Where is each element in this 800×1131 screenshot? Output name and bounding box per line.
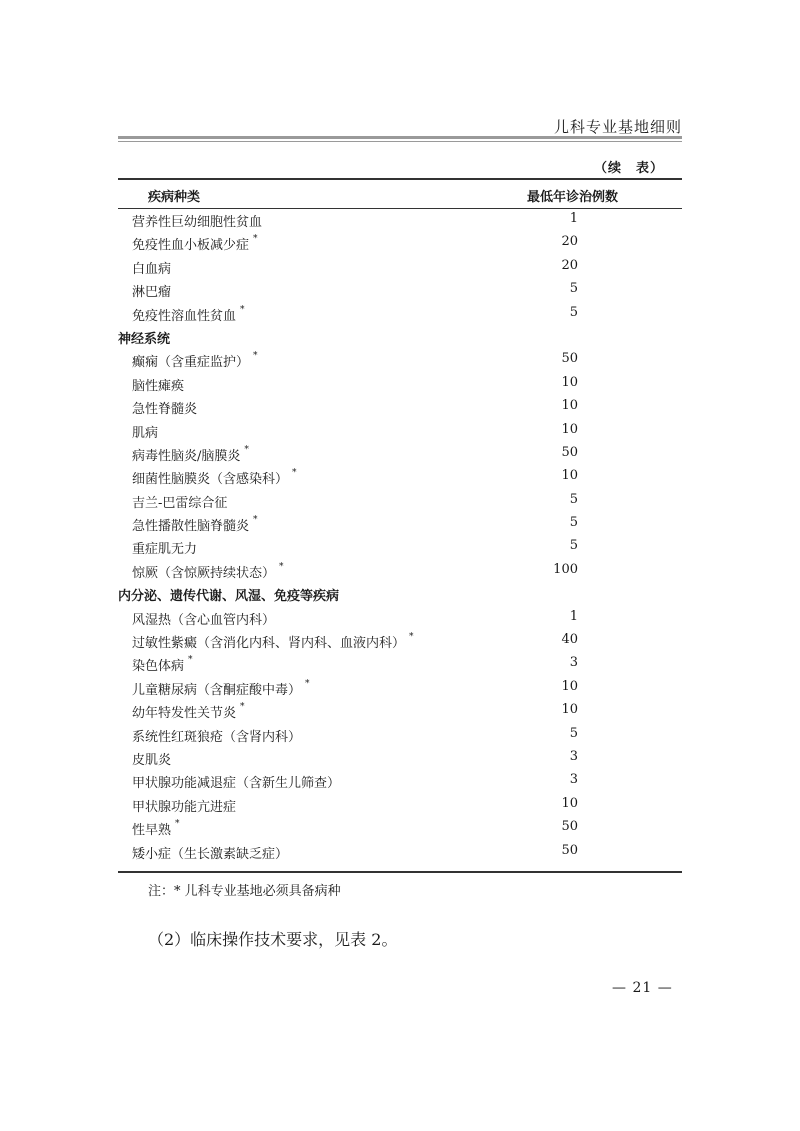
disease-name-text: 皮肌炎 [132,752,172,768]
disease-name-text: 急性脊髓炎 [132,402,198,418]
disease-name [132,819,180,838]
min-case-count: 1 [569,211,578,226]
min-case-count: 10 [561,374,578,390]
table-row [0,699,800,722]
column-header-min-cases: 最低年诊治例数 [527,190,619,205]
disease-name-text: 神经系统 [118,331,171,347]
disease-name-text: 性早熟 [132,823,172,839]
table-note: 注：* 儿科专业基地必须具备病种 [148,884,341,899]
disease-name [132,281,171,300]
required-marker: * [253,234,258,245]
min-case-count: 20 [561,234,578,250]
disease-name [132,679,310,698]
disease-name [132,749,171,768]
table-row [0,840,800,863]
disease-name [132,398,197,417]
disease-name-text: 幼年特发性关节炎 [132,706,237,722]
min-case-count: 10 [561,398,578,414]
disease-name-text: 内分泌、遗传代谢、风湿、免疫等疾病 [118,589,340,605]
required-marker: * [175,819,180,830]
disease-name [132,726,301,745]
disease-name-text: 系统性红斑狼疮（含肾内科） [132,729,302,745]
disease-name-text: 吉兰-巴雷综合征 [132,495,228,511]
min-case-count: 10 [561,702,578,718]
min-case-count: 3 [569,655,578,671]
table-row [0,676,800,699]
disease-name [132,796,236,815]
required-marker: * [188,655,193,666]
disease-name [132,211,262,230]
running-head: 儿科专业基地细则 [553,118,682,136]
required-marker: * [253,515,258,526]
disease-name [132,515,258,534]
min-case-count: 5 [569,538,578,554]
disease-name [132,258,171,277]
min-case-count: 3 [569,772,578,788]
disease-name-text: 免疫性溶血性贫血 [132,308,237,324]
min-case-count: 5 [569,304,578,320]
disease-name [132,305,245,324]
disease-name-text: 营养性巨幼细胞性贫血 [132,215,263,230]
disease-name [132,632,414,651]
min-case-count: 100 [553,561,578,577]
min-case-count: 10 [561,421,578,437]
table-top-rule [118,178,682,180]
disease-name-text: 细菌性脑膜炎（含感染科） [132,472,289,488]
required-marker: * [253,351,258,362]
min-case-count: 10 [561,795,578,811]
required-marker: * [305,678,310,689]
required-marker: * [279,561,284,572]
disease-name-text: 重症肌无力 [132,542,198,558]
table-row [0,255,800,278]
min-case-count: 5 [569,281,578,297]
table-row [0,606,800,629]
min-case-count: 50 [561,444,578,460]
table-body [0,208,800,863]
table-row [0,512,800,535]
table-row [0,489,800,512]
min-case-count: 5 [569,491,578,507]
min-case-count: 10 [561,678,578,694]
table-row [0,208,800,231]
disease-name-text: 急性播散性脑脊髓炎 [132,519,250,535]
table-row [0,652,800,675]
category-label [118,328,170,347]
table-row [0,559,800,582]
page-number: — 21 — [612,980,673,996]
disease-name-text: 脑性瘫痪 [132,378,185,394]
category-row [0,582,800,605]
min-case-count: 5 [569,725,578,741]
table-caption: （续 表） [593,161,664,176]
disease-name-text: 甲状腺功能减退症（含新生儿筛查） [132,776,341,792]
table-row [0,442,800,465]
disease-name [132,655,193,674]
disease-name [132,492,227,511]
category-label [118,585,339,604]
required-marker: * [292,468,297,479]
min-case-count: 50 [561,842,578,858]
disease-name-text: 惊厥（含惊厥持续状态） [132,565,276,581]
disease-name-text: 矮小症（生长激素缺乏症） [132,846,289,862]
disease-name [132,234,258,253]
table-bottom-rule [118,871,682,873]
disease-name [132,351,258,370]
table-row [0,769,800,792]
disease-name-text: 风湿热（含心血管内科） [132,612,276,628]
disease-name-text: 染色体病 [132,659,185,675]
table-row [0,395,800,418]
min-case-count: 5 [569,515,578,531]
table-row [0,465,800,488]
table-row [0,278,800,301]
column-header-disease: 疾病种类 [148,190,201,205]
table-row [0,419,800,442]
disease-name [132,422,158,441]
min-case-count: 50 [561,819,578,835]
table-row [0,302,800,325]
disease-name-text: 儿童糖尿病（含酮症酸中毒） [132,682,302,698]
disease-name [132,772,340,791]
disease-name [132,538,197,557]
table-row [0,746,800,769]
required-marker: * [244,444,249,455]
category-row [0,325,800,348]
header-rule-thick [118,136,682,139]
table-row [0,793,800,816]
disease-name [132,843,288,862]
required-marker: * [240,702,245,713]
table-row [0,231,800,254]
disease-name-text: 癫痫（含重症监护） [132,355,250,371]
disease-name-text: 淋巴瘤 [132,285,172,301]
disease-name [132,562,284,581]
min-case-count: 50 [561,351,578,367]
table-row [0,535,800,558]
disease-name-text: 病毒性脑炎/脑膜炎 [132,448,241,464]
disease-name-text: 甲状腺功能亢进症 [132,799,237,815]
table-row [0,816,800,839]
disease-name-text: 过敏性紫癜（含消化内科、肾内科、血液内科） [132,636,406,652]
disease-name [132,609,275,628]
min-case-count: 20 [561,257,578,273]
disease-name [132,445,249,464]
table-row [0,723,800,746]
body-paragraph: （2）临床操作技术要求，见表 2。 [148,930,398,949]
min-case-count: 1 [569,608,578,624]
disease-name [132,375,184,394]
min-case-count: 3 [569,748,578,764]
disease-name-text: 白血病 [132,261,172,277]
disease-name [132,468,297,487]
table-row [0,629,800,652]
table-row [0,348,800,371]
required-marker: * [409,632,414,643]
disease-name-text: 肌病 [132,425,159,441]
header-rule-thin [118,141,682,142]
required-marker: * [240,304,245,315]
table-row [0,372,800,395]
disease-name [132,702,245,721]
min-case-count: 40 [561,632,578,648]
disease-name-text: 免疫性血小板减少症 [132,238,250,254]
min-case-count: 10 [561,468,578,484]
